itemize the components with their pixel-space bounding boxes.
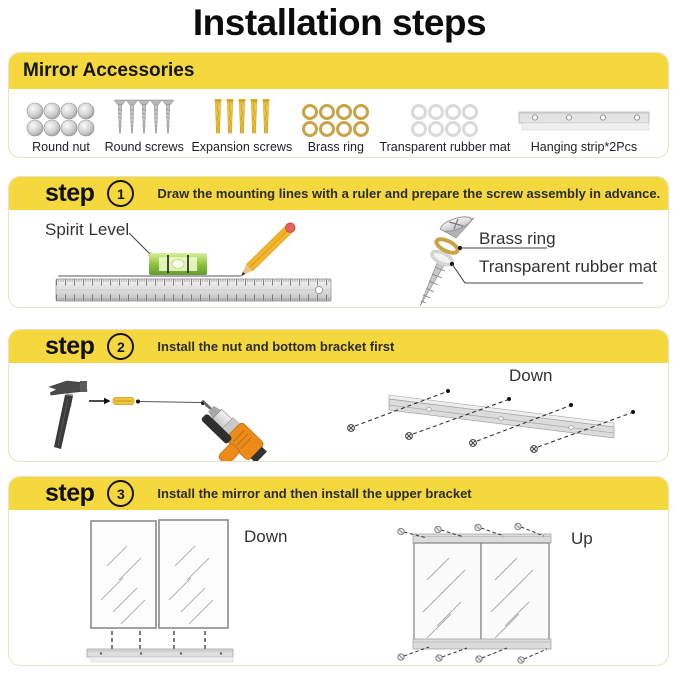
down-label: Down	[244, 527, 288, 546]
expansion-anchor-icon	[113, 398, 134, 405]
step-label: step	[45, 479, 95, 507]
accessory-label: Transparent rubber mat	[379, 140, 511, 154]
mirror-panels-left	[91, 520, 228, 628]
accessory-label: Hanging strip*2Pcs	[530, 140, 638, 154]
arrow-right-icon	[89, 398, 111, 404]
accessory-label: Expansion screws	[191, 140, 293, 154]
step-number-badge: 3	[107, 480, 134, 507]
accessory-expansion-screws	[191, 93, 292, 155]
step3-header-band	[9, 477, 668, 510]
page-title: Installation steps	[192, 2, 487, 43]
step3-diagram	[9, 510, 669, 666]
step-description: Install the nut and bottom bracket first	[157, 339, 395, 354]
spirit-level-label: Spirit Level	[45, 220, 130, 239]
step-description: Draw the mounting lines with a ruler and prepare the screw assembly in advance.	[157, 186, 661, 201]
pencil-icon	[241, 223, 295, 276]
step-label: step	[45, 332, 95, 360]
rubber-mat-icon	[409, 103, 481, 137]
round-nut-icon	[25, 101, 97, 137]
accessories-header-band	[9, 53, 668, 89]
accessories-list	[9, 89, 668, 155]
accessory-rubber-mat	[379, 93, 510, 155]
mirror-accessories-panel	[8, 52, 669, 158]
step-description: Install the mirror and then install the upper bracket	[157, 486, 472, 501]
step3-panel	[8, 476, 669, 666]
step2-header-band	[9, 330, 668, 363]
hanging-strip-icon	[518, 109, 650, 137]
spirit-level-illustration	[149, 253, 207, 275]
step-number-badge: 1	[107, 180, 134, 207]
rubber-mat-label: Transparent rubber mat	[479, 257, 657, 276]
up-label: Up	[571, 529, 593, 548]
lower-bracket-strip	[413, 639, 551, 649]
step-label: step	[45, 179, 95, 207]
round-screws-icon	[112, 97, 176, 137]
accessory-label: Round screws	[104, 140, 184, 154]
upper-bracket-strip	[413, 534, 551, 543]
accessory-label: Round nut	[32, 140, 90, 154]
accessory-round-screws	[105, 93, 184, 155]
step-number-badge: 2	[107, 333, 134, 360]
mirror-panels-right	[413, 534, 551, 649]
bottom-screw-guides	[398, 647, 547, 663]
screw-head-icons	[348, 425, 538, 453]
down-label: Down	[509, 366, 553, 385]
ruler-illustration	[56, 279, 331, 301]
expansion-screws-icon	[210, 97, 274, 137]
brass-ring-label: Brass ring	[479, 229, 556, 248]
accessory-round-nut	[25, 93, 97, 155]
step1-panel	[8, 176, 669, 308]
brass-ring-icon	[300, 103, 372, 137]
step1-header-band	[9, 177, 668, 210]
accessory-label: Brass ring	[307, 140, 364, 154]
hammer-icon	[49, 381, 87, 449]
step2-diagram	[9, 363, 669, 462]
accessories-header: Mirror Accessories	[23, 60, 195, 81]
accessory-brass-ring	[300, 93, 372, 155]
screw-assembly-illustration	[420, 214, 474, 306]
accessory-hanging-strip	[518, 93, 650, 155]
step2-panel	[8, 329, 669, 462]
bracket-strip-left	[87, 649, 233, 662]
